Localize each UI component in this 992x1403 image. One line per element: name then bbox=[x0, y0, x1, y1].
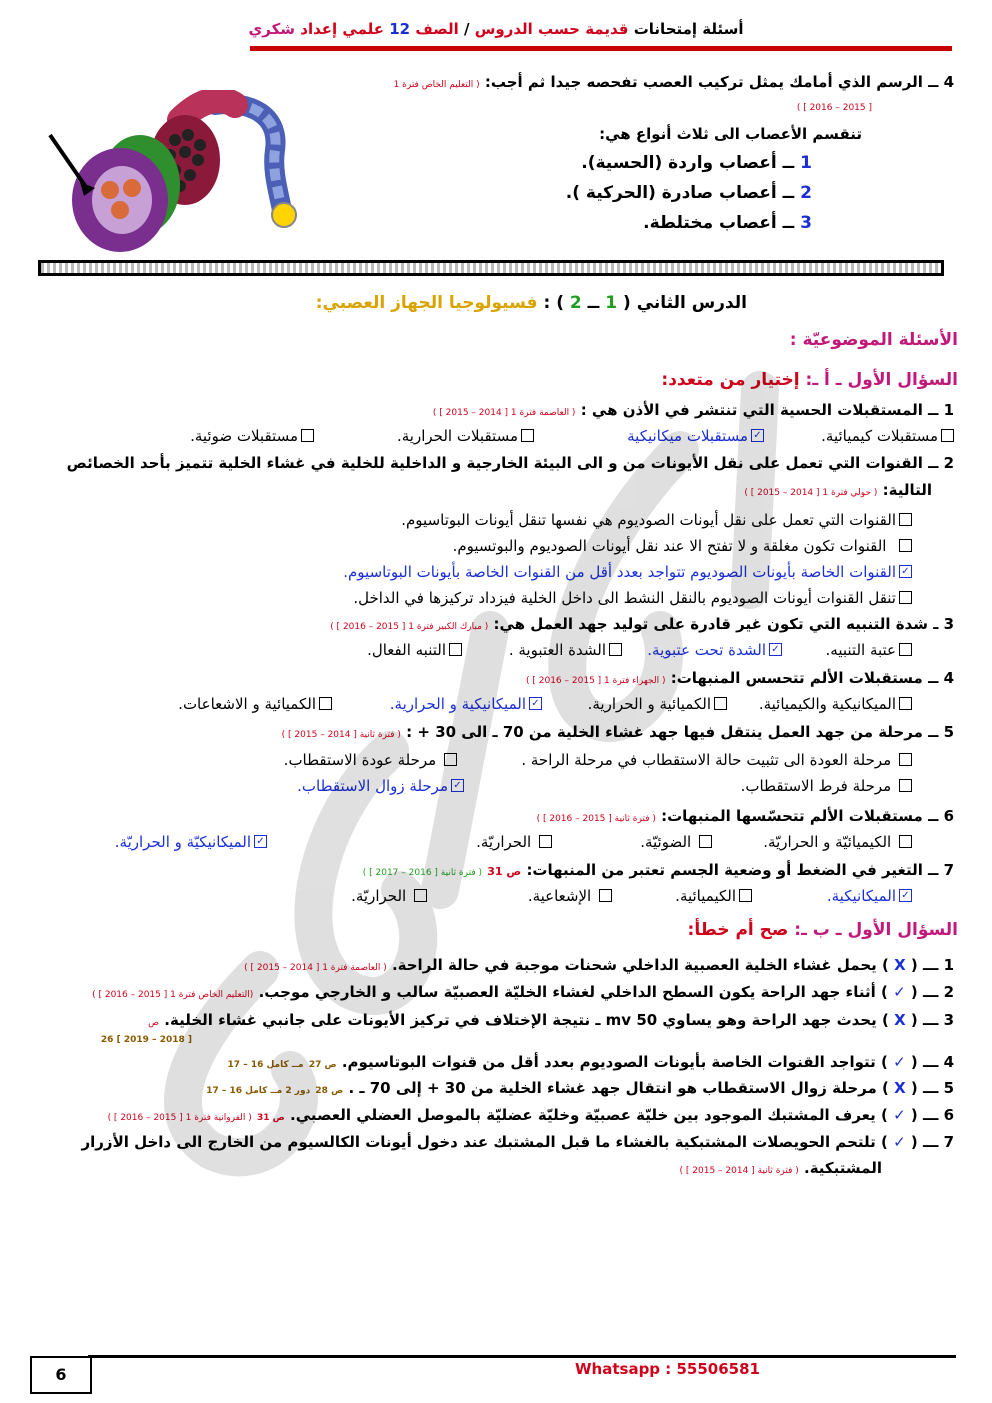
tf-mark[interactable]: ✓ bbox=[893, 983, 906, 1001]
option[interactable]: مرحلة العودة الى تثبيت حالة الاستقطاب في مرحلة الراحة . bbox=[521, 751, 892, 769]
option-text: القنوات التي تعمل على نقل أيونات الصوديوم هي نفسها تنقل أيونات البوتاسيوم. bbox=[401, 511, 896, 529]
tf-page: ص bbox=[148, 1018, 160, 1028]
tf-source: ( فترة ثانية [ 2014 – 2015 ] ) bbox=[679, 1166, 799, 1176]
tf-page: ص 28 bbox=[315, 1086, 344, 1096]
q4-item-num: 3 bbox=[800, 213, 812, 233]
header-grade: 12 bbox=[389, 20, 411, 38]
tf-text: يحمل غشاء الخلية العصبية الداخلي شحنات موجبة في حالة الراحة. bbox=[391, 956, 877, 974]
tf-page: ص 27 bbox=[308, 1060, 337, 1070]
pointer-arrow bbox=[50, 135, 88, 190]
lesson-num-2: 2 bbox=[569, 293, 582, 313]
q-num: 6 bbox=[943, 807, 954, 825]
header-sep: / bbox=[464, 20, 470, 38]
tf-2: 2 ـــ ( ✓ ) أثناء جهد الراحة يكون السطح الداخلي لغشاء الخليّة العصبيّة سالب و الخارجي موجب. (التعليم الخاص فترة 1 [ 2015 – 2016 ] ) bbox=[92, 983, 954, 1001]
option[interactable]: الضوئيّة. bbox=[640, 833, 692, 851]
lesson-label: الدرس الثاني bbox=[636, 293, 747, 313]
tf-3-source: [ 2018 – 2019 ] 26 bbox=[100, 1035, 192, 1045]
header-rule bbox=[250, 46, 952, 51]
axon-end bbox=[272, 203, 296, 227]
q4-item-text: ــ أعصاب واردة (الحسية). bbox=[581, 153, 795, 173]
qa-2 bbox=[67, 453, 954, 473]
q4-item-3 bbox=[643, 213, 812, 233]
header-grade-label: الصف bbox=[415, 20, 459, 38]
section-divider bbox=[38, 260, 944, 276]
q-text: ــ التغير في الضغط أو وضعية الجسم تعتبر من المنبهات: bbox=[526, 861, 939, 879]
tf-text: المشتبكية. bbox=[804, 1159, 882, 1177]
lesson-subject: فسيولوجيا الجهاز العصبي: bbox=[315, 293, 538, 313]
option[interactable]: مستقبلات الحرارية. bbox=[397, 427, 518, 445]
option[interactable]: الكيميائيّة و الحراريّة. bbox=[763, 833, 892, 851]
q4-source-years: [ 2015 – 2016 ] ) bbox=[796, 103, 872, 113]
footer-rule bbox=[88, 1355, 956, 1358]
tf-text: يحدث جهد الراحة وهو يساوي 50 mv ـ نتيجة الإختلاف في تركيز الأيونات على جانبي غشاء الخلية. bbox=[164, 1011, 877, 1029]
q4-item-num: 2 bbox=[800, 183, 812, 203]
option-correct: القنوات الخاصة بأيونات الصوديوم تتواجد بعدد أقل من القنوات الخاصة بأيونات البوتاسيوم. bbox=[343, 563, 896, 581]
option[interactable]: الكميائية و الاشعاعات. bbox=[178, 695, 316, 713]
header-author: شكري bbox=[248, 20, 296, 38]
q4-source: ( التعليم الخاص فترة 1 bbox=[393, 80, 480, 90]
tf-mark[interactable]: ✓ bbox=[893, 1133, 906, 1151]
q4-item-text: ــ أعصاب مختلطة. bbox=[643, 213, 795, 233]
q-text: ــ مستقبلات الألم تتحسّسها المنبهات: bbox=[661, 807, 939, 825]
option[interactable]: عتبة التنبيه. bbox=[825, 641, 896, 659]
q-num: 4 bbox=[943, 669, 954, 687]
tf-7-line2 bbox=[680, 1158, 882, 1181]
section-a-label: السؤال الأول ـ أ ـ: bbox=[805, 370, 958, 390]
q-source: ( حولي فترة 1 [ 2014 – 2015 ] ) bbox=[744, 488, 878, 498]
q4-item-1 bbox=[581, 153, 812, 173]
header-topic: قديمة حسب الدروس bbox=[474, 20, 629, 38]
tf-source: ( الفروانية فترة 1 [ 2015 – 2016 ] ) bbox=[107, 1113, 252, 1123]
page-header bbox=[0, 20, 992, 38]
section-b-title bbox=[688, 920, 958, 940]
option[interactable]: مستقبلات كيميائية. bbox=[821, 427, 938, 445]
q4-question bbox=[394, 72, 954, 95]
qa-2-opt-2[interactable] bbox=[453, 536, 912, 556]
option[interactable]: مرحلة فرط الاستقطاب. bbox=[740, 777, 892, 795]
objective-title: الأسئلة الموضوعيّة : bbox=[789, 330, 958, 350]
qa-3 bbox=[330, 614, 954, 637]
tf-source: (التعليم الخاص فترة 1 [ 2015 – 2016 ] ) bbox=[92, 990, 254, 1000]
tf-text: مرحلة زوال الاستقطاب هو انتقال جهد غشاء الخلية من 30 + إلى 70 ـ . bbox=[348, 1079, 877, 1097]
option[interactable]: الشدة العتبوية . bbox=[508, 641, 606, 659]
q4-item-num: 1 bbox=[800, 153, 812, 173]
tf-3: 3 ـــ ( X ) يحدث جهد الراحة وهو يساوي 50 mv ـ نتيجة الإختلاف في تركيز الأيونات على جانبي غشاء الخلية. ص bbox=[148, 1011, 954, 1029]
tf-mark[interactable]: X bbox=[894, 1011, 906, 1029]
q-page: ص 31 bbox=[487, 865, 522, 878]
tf-6: 6 ـــ ( ✓ ) يعرف المشتبك الموجود بين خليّة عصبيّة وخليّة عضليّة بالموصل العضلي العصبي. ص 31 ( الفروانية فترة 1 [ 2015 – 2016 ] ) bbox=[107, 1106, 954, 1124]
page-number: 6 bbox=[30, 1356, 92, 1394]
tf-num: 6 bbox=[943, 1106, 954, 1124]
q-source: ( فترة ثانية [ 2015 – 2016 ] ) bbox=[536, 814, 656, 824]
tf-4: 4 ـــ ( ✓ ) تتواجد القنوات الخاصة بأيونات الصوديوم بعدد أقل من قنوات البوتاسيوم. ص 27 مــ كامل 16 – 17 bbox=[227, 1053, 954, 1071]
tf-5: 5 ـــ ( X ) مرحلة زوال الاستقطاب هو انتقال جهد غشاء الخلية من 30 + إلى 70 ـ . ص 28 دور 2 مــ كامل 16 – 17 bbox=[206, 1079, 954, 1097]
q-text: التالية: bbox=[882, 481, 932, 499]
q-text: ـ شدة التنبيه التي تكون غير قادرة على توليد جهد العمل هي: bbox=[493, 615, 939, 633]
q-source: ( الجهراء فترة 1 [ 2015 – 2016 ] ) bbox=[526, 676, 666, 686]
lesson-paren-close: ) : bbox=[543, 293, 564, 313]
epineurium-inner bbox=[92, 166, 152, 234]
tf-source: دور 2 مــ كامل 16 – 17 bbox=[206, 1086, 311, 1096]
nerve-structure-image bbox=[40, 90, 330, 255]
option-correct[interactable]: مستقبلات ميكانيكية bbox=[627, 427, 748, 445]
qa-4 bbox=[526, 668, 954, 691]
header-text: أسئلة إمتحانات bbox=[633, 20, 744, 38]
section-b-label: السؤال الأول ـ ب ـ: bbox=[794, 920, 958, 940]
q-text: ــ المستقبلات الحسية التي تنتشر في الأذن هي : bbox=[580, 401, 939, 419]
lesson-num-1: 1 bbox=[605, 293, 618, 313]
tf-mark[interactable]: ✓ bbox=[893, 1053, 906, 1071]
q-num: 1 bbox=[943, 401, 954, 419]
q-source: ( مبارك الكبير فترة 1 [ 2015 – 2016 ] ) bbox=[330, 622, 489, 632]
qa-7 bbox=[363, 860, 954, 883]
tf-num: 3 bbox=[943, 1011, 954, 1029]
option-correct[interactable]: مرحلة زوال الاستقطاب. bbox=[297, 777, 448, 795]
lesson-title bbox=[316, 293, 747, 313]
option-correct[interactable]: الشدة تحت عتبوية. bbox=[647, 641, 766, 659]
option[interactable]: الحراريّة. bbox=[351, 887, 407, 905]
tf-num: 2 bbox=[943, 983, 954, 1001]
tf-source: ( العاصمة فترة 1 [ 2014 – 2015 ] ) bbox=[244, 963, 387, 973]
option[interactable]: مستقبلات ضوئية. bbox=[190, 427, 298, 445]
option[interactable]: الإشعاعية. bbox=[527, 887, 592, 905]
option-correct[interactable]: الميكانيكية و الحرارية. bbox=[389, 695, 526, 713]
option[interactable]: مرحلة عودة الاستقطاب. bbox=[283, 751, 437, 769]
tf-text: تلتحم الحويصلات المشتبكية بالغشاء ما قبل المشتبك عند دخول أيونات الكالسيوم من الخارج الى داخل الأزرار bbox=[81, 1133, 876, 1151]
whatsapp-contact[interactable]: Whatsapp : 55506581 bbox=[575, 1360, 760, 1378]
tf-mark[interactable]: X bbox=[894, 956, 906, 974]
tf-mark[interactable]: ✓ bbox=[893, 1106, 906, 1124]
option-text: القنوات تكون مغلقة و لا تفتح الا عند نقل أيونات الصوديوم والبوتسيوم. bbox=[452, 537, 887, 555]
tf-mark[interactable]: X bbox=[894, 1079, 906, 1097]
q4-intro: تنقسم الأعصاب الى ثلاث أنواع هي: bbox=[599, 125, 862, 143]
q-source: ( العاصمة فترة 1 [ 2014 – 2015 ] ) bbox=[432, 408, 576, 418]
tf-7: 7 ـــ ( ✓ ) تلتحم الحويصلات المشتبكية بالغشاء ما قبل المشتبك عند دخول أيونات الكالسيوم من الخارج الى داخل الأزرار bbox=[81, 1133, 954, 1151]
tf-num: 5 bbox=[943, 1079, 954, 1097]
q-num: 2 bbox=[943, 454, 954, 472]
q-source: ( فترة ثانية [ 2014 – 2015 ] ) bbox=[281, 730, 401, 740]
lesson-dash: ــ bbox=[587, 293, 600, 313]
qa-2-line2 bbox=[744, 480, 932, 503]
tf-num: 4 bbox=[943, 1053, 954, 1071]
q-num: 3 bbox=[943, 615, 954, 633]
tf-text: يعرف المشتبك الموجود بين خليّة عصبيّة وخليّة عضليّة بالموصل العضلي العصبي. bbox=[290, 1106, 876, 1124]
option[interactable]: الكيميائية. bbox=[675, 887, 736, 905]
option[interactable]: التنبه الفعال. bbox=[367, 641, 446, 659]
option[interactable]: الكميائية و الحرارية. bbox=[587, 695, 711, 713]
q4-item-2 bbox=[566, 183, 812, 203]
tf-source: مــ كامل 16 – 17 bbox=[227, 1060, 304, 1070]
q-num: 5 bbox=[943, 723, 954, 741]
qa-5 bbox=[282, 722, 954, 745]
qa-2-opt-1[interactable] bbox=[401, 510, 912, 530]
option-text: تنقل القنوات أيونات الصوديوم بالنقل النشط الى داخل الخلية فيزداد تركيزها في الداخل. bbox=[353, 589, 896, 607]
option[interactable]: الحراريّة. bbox=[476, 833, 532, 851]
qa-2-opt-4[interactable] bbox=[353, 588, 912, 608]
q4-num: 4 bbox=[943, 73, 954, 91]
q-text: ــ مرحلة من جهد العمل ينتقل فيها جهد غشاء الخلية من 70 ـ الى 30 + : bbox=[406, 723, 939, 741]
option[interactable]: الميكانيكية والكيميائية. bbox=[758, 695, 896, 713]
tf-1: 1 ـــ ( X ) يحمل غشاء الخلية العصبية الداخلي شحنات موجبة في حالة الراحة. ( العاصمة فترة 1 [ 2014 – 2015 ] ) bbox=[244, 956, 954, 974]
q-source: ( فترة ثانية [ 2016 – 2017 ] ) bbox=[362, 868, 483, 878]
qa-6 bbox=[537, 806, 954, 829]
q-text: ــ القنوات التي تعمل على نقل الأيونات من و الى البيئة الخارجية و الداخلية للخلية في غشاء الخلية تتميز بأحد الخصائص bbox=[66, 454, 939, 472]
section-b-type: صح أم خطأ: bbox=[687, 920, 789, 940]
option-correct[interactable]: الميكانيكيّة و الحراريّة. bbox=[114, 833, 251, 851]
q-num: 7 bbox=[943, 861, 954, 879]
section-a-title bbox=[661, 370, 958, 390]
lesson-paren: ( bbox=[622, 293, 631, 313]
q4-item-text: ــ أعصاب صادرة (الحركية ). bbox=[565, 183, 795, 203]
tf-page: ص 31 bbox=[257, 1113, 285, 1123]
qa-1 bbox=[433, 400, 954, 423]
section-a-type: إختيار من متعدد: bbox=[661, 370, 800, 390]
q4-text: ــ الرسم الذي أمامك يمثل تركيب العصب تفحصه جيدا ثم أجب: bbox=[484, 73, 939, 91]
tf-text: أثناء جهد الراحة يكون السطح الداخلي لغشاء الخليّة العصبيّة سالب و الخارجي موجب. bbox=[258, 983, 876, 1001]
tf-num: 7 bbox=[943, 1133, 954, 1151]
q-text: ــ مستقبلات الألم تتحسس المنبهات: bbox=[670, 669, 939, 687]
qa-2-opt-3[interactable]: ✓القنوات الخاصة بأيونات الصوديوم تتواجد بعدد أقل من القنوات الخاصة بأيونات البوتاسيوم. bbox=[343, 562, 912, 582]
tf-num: 1 bbox=[943, 956, 954, 974]
tf-text: تتواجد القنوات الخاصة بأيونات الصوديوم بعدد أقل من قنوات البوتاسيوم. bbox=[341, 1053, 876, 1071]
option-correct[interactable]: الميكانيكية. bbox=[826, 887, 896, 905]
header-prep: علمي إعداد bbox=[300, 20, 384, 38]
